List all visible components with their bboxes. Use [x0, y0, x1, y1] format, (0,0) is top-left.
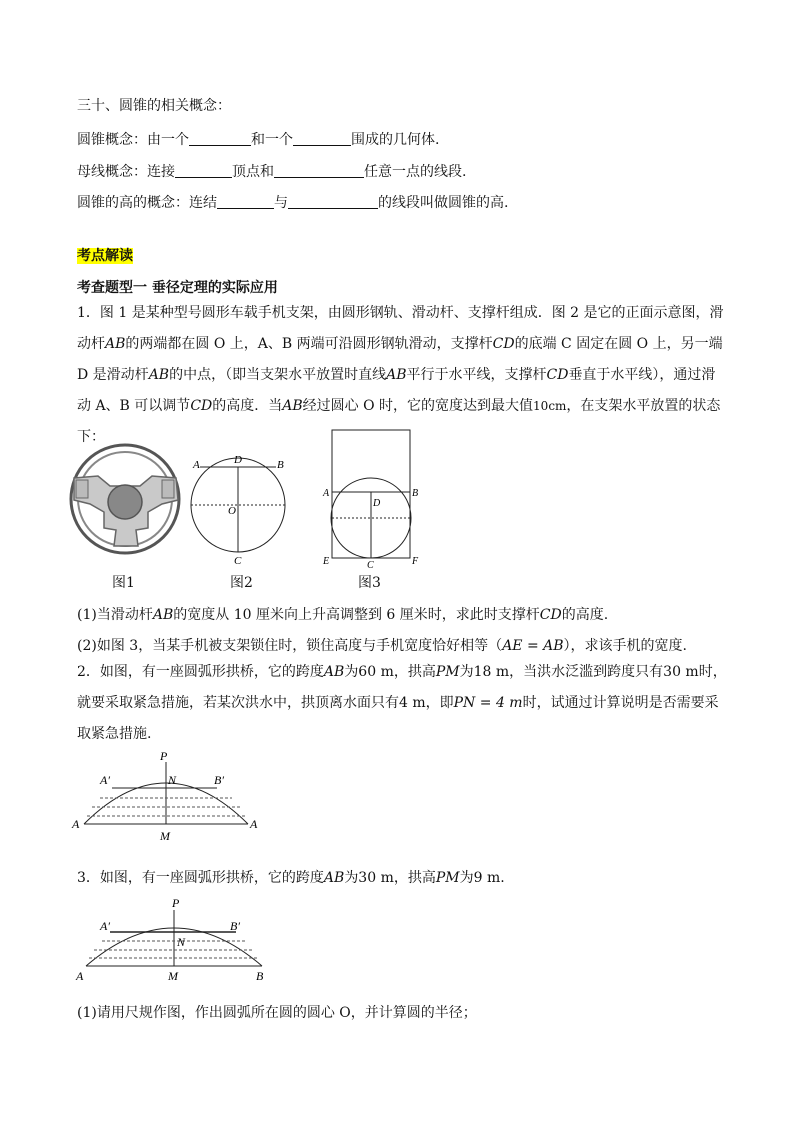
- label-c: C: [234, 555, 242, 567]
- answer-blank[interactable]: [274, 163, 364, 178]
- figure-1-caption: 图1: [112, 575, 135, 591]
- label-b-prime: B′: [230, 919, 240, 933]
- label-n: N: [177, 935, 186, 949]
- label-b: B: [277, 459, 284, 471]
- figure-bridge-2: [74, 896, 274, 984]
- label-a: A: [323, 488, 330, 499]
- label-p: P: [172, 896, 180, 910]
- figure-bridge-1: [72, 749, 262, 843]
- answer-blank[interactable]: [293, 131, 351, 146]
- question-3-part-1: (1)请用尺规作图，作出圆弧所在圆的圆心 O，并计算圆的半径；: [77, 1005, 477, 1021]
- answer-blank[interactable]: [189, 131, 251, 146]
- label-a-prime: A′: [100, 773, 110, 787]
- figure-3-diagram: [322, 428, 424, 574]
- figure-3-caption: 图3: [358, 575, 381, 591]
- label-b: B: [256, 969, 264, 983]
- concept-line-2: 母线概念：连接 顶点和 任意一点的线段.: [77, 164, 467, 180]
- label-m: M: [168, 969, 178, 983]
- label-b-prime: B′: [214, 773, 224, 787]
- section-title: 三十、圆锥的相关概念：: [77, 98, 231, 114]
- answer-blank[interactable]: [217, 194, 274, 209]
- answer-blank[interactable]: [175, 163, 232, 178]
- figure-2-caption: 图2: [230, 575, 253, 591]
- label-o: O: [228, 505, 236, 517]
- kaodian-heading: 考点解读: [77, 248, 133, 264]
- label-a-left: A: [72, 817, 80, 831]
- label-d: D: [373, 498, 381, 509]
- label-a-right: A: [250, 817, 258, 831]
- concept-line-1: 圆锥概念：由一个 和一个 围成的几何体.: [77, 132, 440, 148]
- concept-line-3: 圆锥的高的概念：连结 与 的线段叫做圆锥的高.: [77, 195, 509, 211]
- question-1-part-2: (2)如图 3，当某手机被支架锁住时，锁住高度与手机宽度恰好相等（AE = AB），求该手机的宽度.: [77, 638, 687, 654]
- label-d: D: [234, 454, 242, 466]
- label-a-prime: A′: [100, 919, 110, 933]
- label-p: P: [160, 749, 168, 763]
- question-1-part-1: (1)当滑动杆AB的宽度从 10 厘米向上升高调整到 6 厘米时，求此时支撑杆CD的高度.: [77, 607, 609, 623]
- label-m: M: [160, 829, 170, 843]
- label-c: C: [367, 560, 374, 571]
- question-2: 2．如图，有一座圆弧形拱桥，它的跨度AB为60 m，拱高PM为18 m，当洪水泛滥到跨度只有30 m时，就要采取紧急措施，若某次洪水中，拱顶离水面只有4 m，即PN = 4 m时，试通过计算说明是否需要采取紧急措施.: [77, 664, 727, 742]
- figure-2-diagram: [188, 450, 288, 570]
- label-n: N: [168, 773, 177, 787]
- label-a: A: [193, 459, 200, 471]
- figure-1-holder: [68, 442, 183, 557]
- answer-blank[interactable]: [288, 194, 378, 209]
- label-b: B: [412, 488, 419, 499]
- label-a: A: [76, 969, 84, 983]
- label-e: E: [323, 556, 330, 567]
- label-f: F: [412, 556, 419, 567]
- question-type-heading: 考查题型一 垂径定理的实际应用: [77, 280, 278, 296]
- question-1: 1．图 1 是某种型号圆形车载手机支架，由圆形钢轨、滑动杆、支撑杆组成．图 2 是它的正面示意图，滑动杆AB的两端都在圆 O 上，A、B 两端可沿圆形钢轨滑动，支撑杆CD的底端 C 固定在圆 O 上，另一端 D 是滑动杆AB的中点，（即当支架水平放置时直线AB平行于水平线，支撑杆CD垂直于水平线），通过滑动 A、B 可以调节CD的高度．当AB经过圆心 O 时，它的宽度达到最大值10cm，在支架水平放置的状态下：: [77, 305, 724, 445]
- question-3: 3．如图，有一座圆弧形拱桥，它的跨度AB为30 m，拱高PM为9 m.: [77, 870, 505, 886]
